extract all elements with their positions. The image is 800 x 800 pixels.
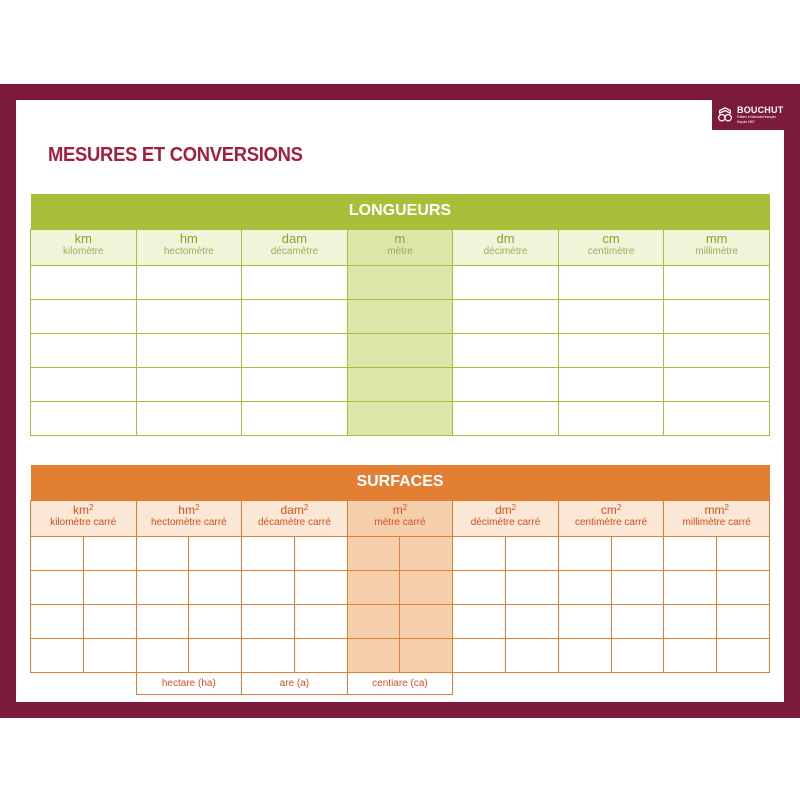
brand-name: BOUCHUT bbox=[737, 105, 784, 116]
surfaces-cell[interactable] bbox=[558, 638, 611, 672]
surfaces-cell[interactable] bbox=[400, 604, 453, 638]
longueurs-units-row bbox=[31, 229, 770, 265]
longueurs-cell[interactable] bbox=[558, 401, 664, 435]
longueurs-cell[interactable] bbox=[347, 299, 453, 333]
surfaces-cell[interactable] bbox=[189, 604, 242, 638]
unit-label: mètre carré bbox=[374, 516, 426, 528]
surfaces-cell[interactable] bbox=[664, 536, 717, 570]
table-row bbox=[31, 570, 770, 604]
longueurs-cell[interactable] bbox=[558, 333, 664, 367]
table-row bbox=[31, 265, 770, 299]
surfaces-cell[interactable] bbox=[347, 604, 400, 638]
spacer bbox=[453, 672, 770, 694]
longueurs-cell[interactable] bbox=[664, 401, 770, 435]
surfaces-unit-2 bbox=[242, 500, 348, 536]
surfaces-cell[interactable] bbox=[611, 570, 664, 604]
unit-label: kilomètre carré bbox=[50, 516, 117, 528]
brand-logo bbox=[712, 100, 784, 130]
unit-label: centimètre bbox=[587, 245, 635, 257]
unit-label: décamètre bbox=[270, 245, 319, 257]
unit-symbol bbox=[453, 501, 558, 517]
surfaces-cell[interactable] bbox=[506, 570, 559, 604]
unit-symbol: dam bbox=[281, 230, 308, 246]
unit-symbol-base: dam bbox=[280, 502, 304, 517]
longueurs-cell[interactable] bbox=[347, 401, 453, 435]
surfaces-cell[interactable] bbox=[189, 536, 242, 570]
longueurs-unit-0 bbox=[31, 229, 137, 265]
unit-exponent: 2 bbox=[616, 502, 622, 512]
longueurs-cell[interactable] bbox=[136, 333, 242, 367]
surfaces-cell[interactable] bbox=[453, 604, 506, 638]
surfaces-cell[interactable] bbox=[717, 570, 770, 604]
surfaces-cell[interactable] bbox=[31, 604, 84, 638]
unit-label: décimètre bbox=[483, 245, 528, 257]
surfaces-cell[interactable] bbox=[453, 570, 506, 604]
unit-symbol bbox=[348, 501, 453, 517]
surfaces-cell[interactable] bbox=[664, 570, 717, 604]
unit-symbol: cm bbox=[602, 230, 620, 246]
brand-tagline: Éditeur et fabricant français bbox=[737, 115, 776, 120]
surfaces-cell[interactable] bbox=[664, 638, 717, 672]
surfaces-cell[interactable] bbox=[400, 536, 453, 570]
surfaces-cell[interactable] bbox=[31, 570, 84, 604]
table-row bbox=[31, 401, 770, 435]
unit-label: hectomètre carré bbox=[151, 516, 227, 528]
surfaces-table bbox=[30, 465, 770, 695]
surfaces-cell[interactable] bbox=[294, 604, 347, 638]
unit-symbol: dm bbox=[496, 230, 515, 246]
longueurs-cell[interactable] bbox=[242, 333, 348, 367]
surfaces-cell[interactable] bbox=[31, 638, 84, 672]
surfaces-cell[interactable] bbox=[611, 638, 664, 672]
unit-exponent: 2 bbox=[402, 502, 408, 512]
surfaces-cell[interactable] bbox=[136, 604, 189, 638]
surfaces-unit-4 bbox=[453, 500, 559, 536]
unit-symbol bbox=[137, 501, 242, 517]
longueurs-unit-4 bbox=[453, 229, 559, 265]
surfaces-unit-6 bbox=[664, 500, 770, 536]
table-row bbox=[31, 604, 770, 638]
unit-exponent: 2 bbox=[511, 502, 517, 512]
unit-symbol: m bbox=[394, 230, 406, 246]
longueurs-cell[interactable] bbox=[558, 265, 664, 299]
longueurs-cell[interactable] bbox=[664, 367, 770, 401]
unit-exponent: 2 bbox=[89, 502, 94, 512]
agrarian-units-row bbox=[31, 672, 770, 694]
unit-symbol: hm bbox=[179, 230, 198, 246]
longueurs-cell[interactable] bbox=[558, 367, 664, 401]
worksheet bbox=[16, 100, 784, 702]
unit-label: hectomètre bbox=[163, 245, 214, 257]
surfaces-cell[interactable] bbox=[717, 604, 770, 638]
longueurs-table bbox=[30, 194, 770, 436]
unit-label: kilomètre bbox=[62, 245, 104, 257]
longueurs-cell[interactable] bbox=[347, 367, 453, 401]
unit-label: mètre bbox=[387, 245, 413, 257]
surfaces-cell[interactable] bbox=[717, 536, 770, 570]
longueurs-cell[interactable] bbox=[242, 367, 348, 401]
board-frame bbox=[0, 84, 800, 718]
surfaces-cell[interactable] bbox=[242, 604, 295, 638]
surfaces-cell[interactable] bbox=[242, 536, 295, 570]
longueurs-cell[interactable] bbox=[347, 333, 453, 367]
surfaces-cell[interactable] bbox=[717, 638, 770, 672]
surfaces-cell[interactable] bbox=[294, 536, 347, 570]
brand-since: Depuis 1897 bbox=[737, 119, 755, 124]
longueurs-cell[interactable] bbox=[242, 401, 348, 435]
longueurs-cell[interactable] bbox=[31, 299, 137, 333]
longueurs-cell[interactable] bbox=[242, 299, 348, 333]
longueurs-cell[interactable] bbox=[136, 265, 242, 299]
agrarian-unit-0: hectare (ha) bbox=[136, 672, 242, 694]
surfaces-cell[interactable] bbox=[242, 638, 295, 672]
surfaces-unit-1 bbox=[136, 500, 242, 536]
unit-symbol: mm bbox=[705, 230, 728, 246]
surfaces-cell[interactable] bbox=[83, 638, 136, 672]
longueurs-cell[interactable] bbox=[453, 367, 559, 401]
surfaces-cell[interactable] bbox=[347, 536, 400, 570]
surfaces-cell[interactable] bbox=[136, 638, 189, 672]
surfaces-cell[interactable] bbox=[558, 604, 611, 638]
unit-label: millimètre bbox=[695, 245, 739, 257]
surfaces-cell[interactable] bbox=[189, 638, 242, 672]
longueurs-cell[interactable] bbox=[242, 265, 348, 299]
surfaces-cell[interactable] bbox=[400, 638, 453, 672]
table-row bbox=[31, 333, 770, 367]
unit-symbol-base: km bbox=[73, 502, 90, 517]
surfaces-cell[interactable] bbox=[294, 570, 347, 604]
surfaces-cell[interactable] bbox=[453, 638, 506, 672]
surfaces-cell[interactable] bbox=[453, 536, 506, 570]
table-row bbox=[31, 299, 770, 333]
bouchut-logo-icon bbox=[716, 106, 734, 124]
unit-label: centimètre carré bbox=[574, 516, 648, 528]
longueurs-cell[interactable] bbox=[31, 333, 137, 367]
surfaces-unit-3 bbox=[347, 500, 453, 536]
longueurs-cell[interactable] bbox=[558, 299, 664, 333]
surfaces-cell[interactable] bbox=[242, 570, 295, 604]
table-row bbox=[31, 638, 770, 672]
surfaces-cell[interactable] bbox=[189, 570, 242, 604]
unit-symbol-base: dm bbox=[494, 502, 512, 517]
surfaces-cell[interactable] bbox=[136, 536, 189, 570]
unit-label: millimètre carré bbox=[682, 516, 751, 528]
longueurs-unit-1 bbox=[136, 229, 242, 265]
unit-exponent: 2 bbox=[303, 502, 309, 512]
longueurs-cell[interactable] bbox=[31, 265, 137, 299]
longueurs-cell[interactable] bbox=[664, 299, 770, 333]
surfaces-cell[interactable] bbox=[347, 570, 400, 604]
longueurs-cell[interactable] bbox=[453, 401, 559, 435]
longueurs-cell[interactable] bbox=[453, 333, 559, 367]
surfaces-cell[interactable] bbox=[664, 604, 717, 638]
table-row bbox=[31, 367, 770, 401]
spacer bbox=[31, 672, 137, 694]
longueurs-cell[interactable] bbox=[31, 401, 137, 435]
surfaces-cell[interactable] bbox=[558, 570, 611, 604]
unit-exponent: 2 bbox=[194, 502, 200, 512]
unit-symbol bbox=[242, 501, 347, 517]
surfaces-cell[interactable] bbox=[83, 604, 136, 638]
surfaces-cell[interactable] bbox=[400, 570, 453, 604]
table-row bbox=[31, 536, 770, 570]
unit-symbol-base: mm bbox=[704, 502, 725, 517]
surfaces-cell[interactable] bbox=[347, 638, 400, 672]
surfaces-units-row bbox=[31, 500, 770, 536]
surfaces-heading: SURFACES bbox=[31, 465, 770, 500]
longueurs-cell[interactable] bbox=[136, 299, 242, 333]
agrarian-unit-2: centiare (ca) bbox=[347, 672, 453, 694]
surfaces-cell[interactable] bbox=[558, 536, 611, 570]
longueurs-cell[interactable] bbox=[347, 265, 453, 299]
unit-exponent: 2 bbox=[724, 502, 729, 512]
unit-symbol bbox=[664, 501, 769, 517]
surfaces-cell[interactable] bbox=[506, 638, 559, 672]
longueurs-cell[interactable] bbox=[453, 299, 559, 333]
longueurs-unit-2 bbox=[242, 229, 348, 265]
unit-symbol-base: m bbox=[392, 502, 403, 517]
longueurs-unit-5 bbox=[558, 229, 664, 265]
unit-label: décimètre carré bbox=[470, 516, 541, 528]
page-title: MESURES ET CONVERSIONS bbox=[48, 144, 303, 166]
longueurs-cell[interactable] bbox=[664, 265, 770, 299]
surfaces-cell[interactable] bbox=[136, 570, 189, 604]
unit-symbol: km bbox=[74, 230, 92, 246]
surfaces-cell[interactable] bbox=[611, 604, 664, 638]
surfaces-cell[interactable] bbox=[611, 536, 664, 570]
surfaces-cell[interactable] bbox=[294, 638, 347, 672]
longueurs-unit-6 bbox=[664, 229, 770, 265]
longueurs-cell[interactable] bbox=[453, 265, 559, 299]
surfaces-unit-5 bbox=[558, 500, 664, 536]
surfaces-unit-0 bbox=[31, 500, 137, 536]
unit-label: décamètre carré bbox=[258, 516, 331, 528]
surfaces-cell[interactable] bbox=[506, 604, 559, 638]
longueurs-cell[interactable] bbox=[664, 333, 770, 367]
agrarian-unit-1: are (a) bbox=[242, 672, 348, 694]
surfaces-cell[interactable] bbox=[506, 536, 559, 570]
unit-symbol-base: hm bbox=[178, 502, 195, 517]
unit-symbol bbox=[559, 501, 664, 517]
surfaces-cell[interactable] bbox=[83, 570, 136, 604]
longueurs-cell[interactable] bbox=[136, 401, 242, 435]
longueurs-heading: LONGUEURS bbox=[31, 194, 770, 229]
surfaces-cell[interactable] bbox=[83, 536, 136, 570]
unit-symbol-base: cm bbox=[600, 502, 617, 517]
unit-symbol bbox=[31, 501, 136, 517]
surfaces-cell[interactable] bbox=[31, 536, 84, 570]
longueurs-cell[interactable] bbox=[136, 367, 242, 401]
longueurs-unit-3 bbox=[347, 229, 453, 265]
longueurs-cell[interactable] bbox=[31, 367, 137, 401]
